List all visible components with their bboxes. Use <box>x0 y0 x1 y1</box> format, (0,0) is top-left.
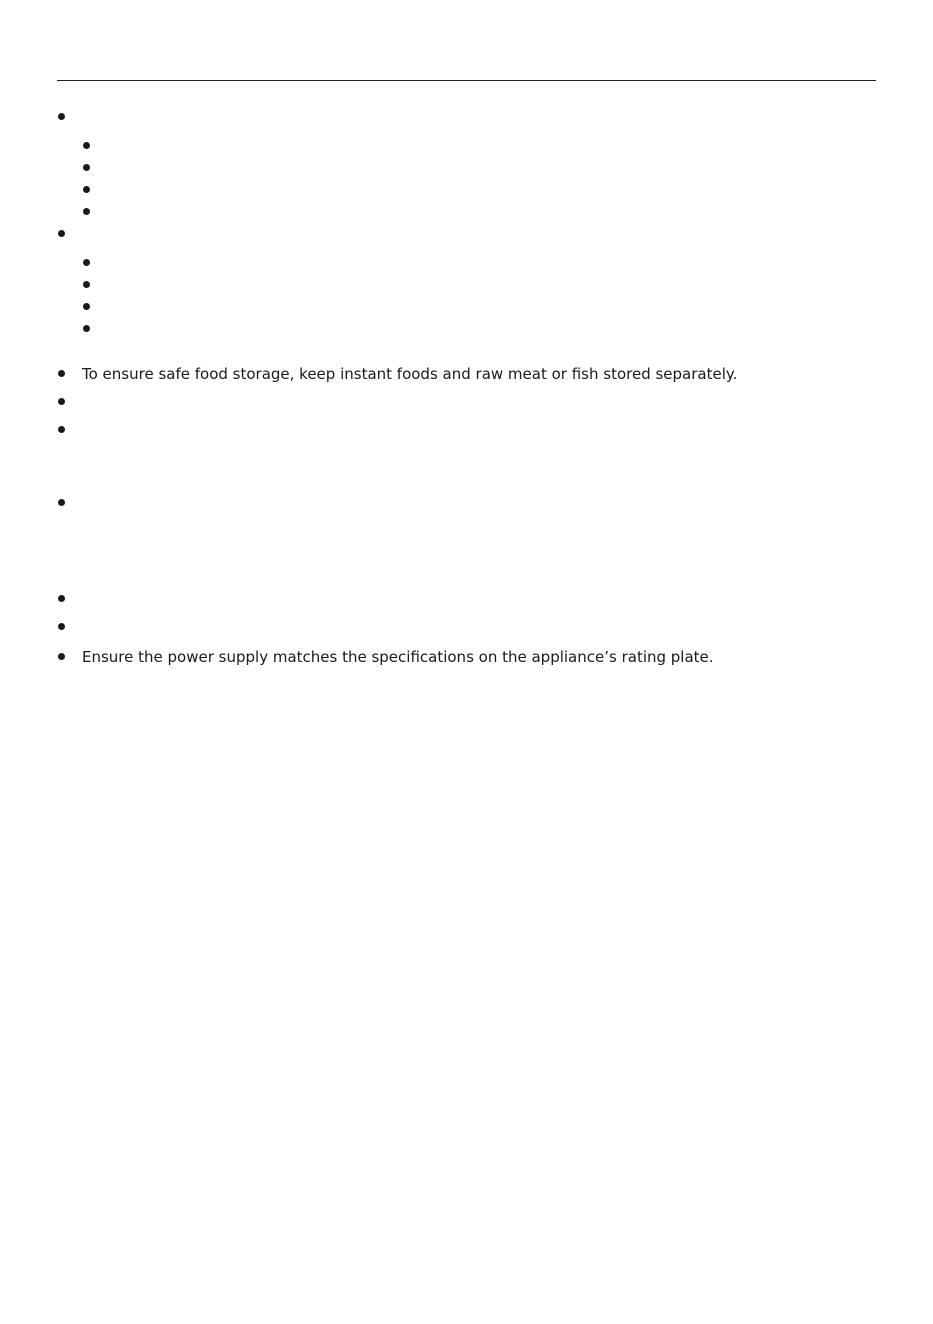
sub-bullet-icon <box>83 259 90 266</box>
bullet-icon <box>58 426 65 433</box>
bullet-icon <box>58 499 65 506</box>
power-supply-text: Ensure the power supply matches the specifications on the appliance’s rating plate. <box>82 648 714 666</box>
bullet-icon <box>58 398 65 405</box>
bullet-icon <box>58 113 65 120</box>
sub-bullet-icon <box>83 208 90 215</box>
sub-bullet-icon <box>83 142 90 149</box>
food-storage-text: To ensure safe food storage, keep instant foods and raw meat or fish stored separately. <box>82 365 738 383</box>
bullet-icon <box>58 623 65 630</box>
sub-bullet-icon <box>83 303 90 310</box>
sub-bullet-icon <box>83 281 90 288</box>
sub-bullet-icon <box>83 164 90 171</box>
sub-bullet-icon <box>83 186 90 193</box>
bullet-icon <box>58 595 65 602</box>
bullet-icon <box>58 230 65 237</box>
bullet-icon <box>58 653 65 660</box>
sub-bullet-icon <box>83 325 90 332</box>
bullet-icon <box>58 370 65 377</box>
header-rule <box>57 80 876 81</box>
